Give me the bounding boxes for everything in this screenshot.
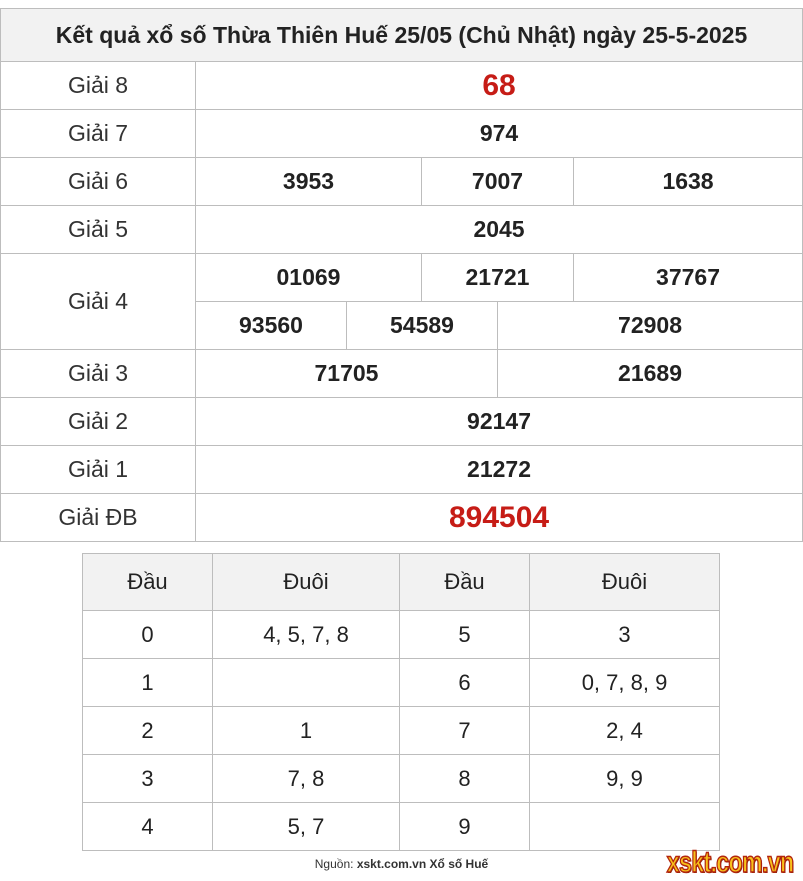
loto-cell: 6 — [400, 659, 530, 707]
prize-label: Giải ĐB — [1, 494, 196, 542]
table-row — [83, 707, 720, 755]
prize-number: 37767 — [574, 254, 803, 302]
source-name: Xổ số Huế — [429, 857, 489, 871]
prize-row-4a — [1, 254, 803, 302]
prize-label: Giải 6 — [1, 158, 196, 206]
table-row — [83, 755, 720, 803]
prize-number: 21721 — [422, 254, 574, 302]
prize-label: Giải 4 — [1, 254, 196, 350]
prize-number: 71705 — [196, 350, 498, 398]
loto-cell: 4, 5, 7, 8 — [213, 611, 400, 659]
table-row — [83, 611, 720, 659]
prize-row-8 — [1, 62, 803, 110]
prize-number: 93560 — [196, 302, 347, 350]
source-site-link[interactable]: xskt.com.vn — [356, 857, 427, 871]
prize-number: 21272 — [196, 446, 803, 494]
loto-cell: 3 — [530, 611, 720, 659]
loto-cell — [530, 803, 720, 851]
page-title: Kết quả xổ số Thừa Thiên Huế 25/05 (Chủ Nhật) ngày 25-5-2025 — [1, 9, 803, 62]
prize-row-1 — [1, 446, 803, 494]
prize-number: 3953 — [196, 158, 422, 206]
loto-cell: 2 — [83, 707, 213, 755]
prize-label: Giải 5 — [1, 206, 196, 254]
site-logo: xskt.com.vn — [666, 846, 793, 879]
results-table — [0, 8, 803, 542]
prize-number: 54589 — [347, 302, 498, 350]
loto-cell: 9 — [400, 803, 530, 851]
loto-header: Đuôi — [530, 554, 720, 611]
prize-number: 7007 — [422, 158, 574, 206]
loto-header: Đầu — [400, 554, 530, 611]
source-prefix: Nguồn: — [314, 857, 354, 871]
loto-cell: 9, 9 — [530, 755, 720, 803]
prize-number: 21689 — [498, 350, 803, 398]
prize-number: 92147 — [196, 398, 803, 446]
loto-cell: 7 — [400, 707, 530, 755]
loto-cell: 7, 8 — [213, 755, 400, 803]
table-row — [83, 659, 720, 707]
loto-cell: 1 — [213, 707, 400, 755]
loto-header: Đuôi — [213, 554, 400, 611]
prize-label: Giải 3 — [1, 350, 196, 398]
prize-label: Giải 1 — [1, 446, 196, 494]
loto-cell: 4 — [83, 803, 213, 851]
prize-row-2 — [1, 398, 803, 446]
prize-label: Giải 8 — [1, 62, 196, 110]
prize-number: 974 — [196, 110, 803, 158]
table-row — [83, 803, 720, 851]
prize-row-7 — [1, 110, 803, 158]
prize-label: Giải 2 — [1, 398, 196, 446]
loto-cell — [213, 659, 400, 707]
prize-number: 68 — [196, 62, 803, 110]
loto-cell: 2, 4 — [530, 707, 720, 755]
loto-cell: 8 — [400, 755, 530, 803]
loto-header: Đầu — [83, 554, 213, 611]
loto-cell: 0, 7, 8, 9 — [530, 659, 720, 707]
loto-cell: 1 — [83, 659, 213, 707]
jackpot-number: 894504 — [196, 494, 803, 542]
prize-number: 01069 — [196, 254, 422, 302]
loto-cell: 3 — [83, 755, 213, 803]
prize-number: 2045 — [196, 206, 803, 254]
loto-cell: 5 — [400, 611, 530, 659]
loto-table — [82, 553, 720, 851]
prize-row-5 — [1, 206, 803, 254]
prize-label: Giải 7 — [1, 110, 196, 158]
prize-row-6 — [1, 158, 803, 206]
prize-row-3 — [1, 350, 803, 398]
loto-header-row — [83, 554, 720, 611]
loto-cell: 5, 7 — [213, 803, 400, 851]
prize-number: 1638 — [574, 158, 803, 206]
loto-cell: 0 — [83, 611, 213, 659]
prize-row-db — [1, 494, 803, 542]
prize-number: 72908 — [498, 302, 803, 350]
